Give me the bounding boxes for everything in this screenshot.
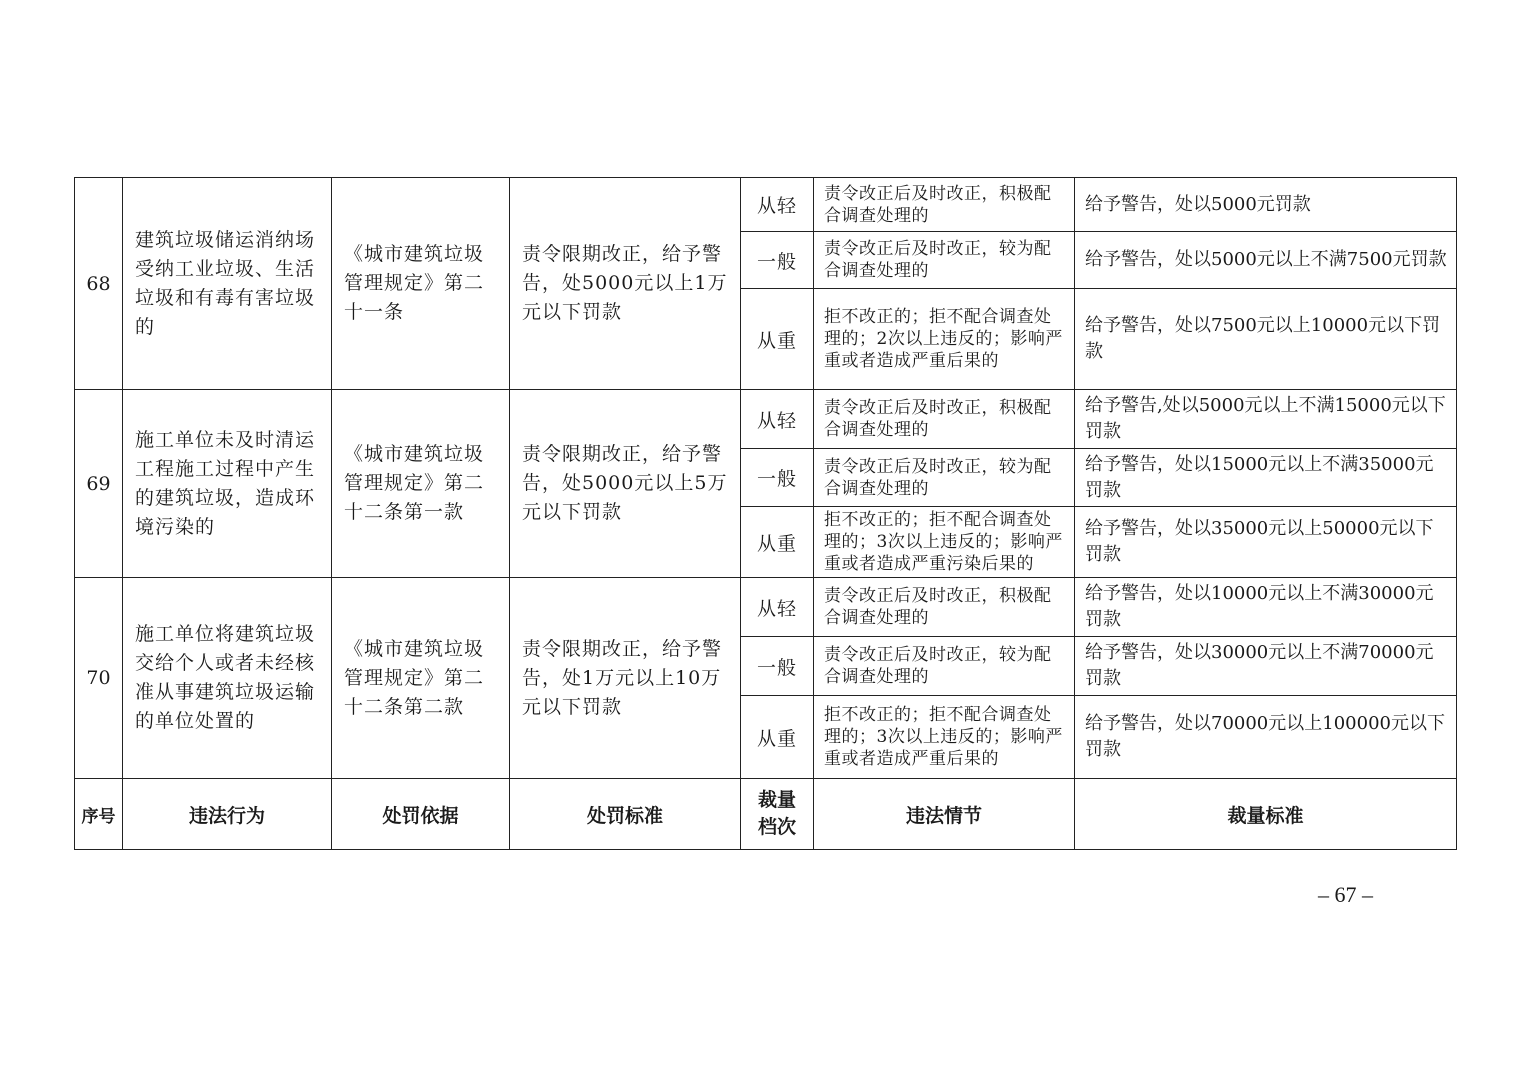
- discretion-light: 给予警告，处以5000元罚款: [1075, 178, 1457, 232]
- header-behavior: 违法行为: [123, 779, 332, 850]
- row-seq: 69: [75, 390, 123, 578]
- row-basis: 《城市建筑垃圾管理规定》第二十二条第二款: [332, 578, 510, 779]
- row-basis: 《城市建筑垃圾管理规定》第二十二条第一款: [332, 390, 510, 578]
- table-row: [75, 390, 1457, 449]
- table-header-row: [75, 779, 1457, 850]
- row-seq: 68: [75, 178, 123, 390]
- level-heavy: 从重: [741, 507, 814, 578]
- table-row: [75, 178, 1457, 232]
- row-behavior: 建筑垃圾储运消纳场受纳工业垃圾、生活垃圾和有毒有害垃圾的: [123, 178, 332, 390]
- level-light: 从轻: [741, 578, 814, 637]
- circumstance-normal: 责令改正后及时改正，较为配合调查处理的: [814, 637, 1075, 696]
- table-row: [75, 578, 1457, 637]
- level-normal: 一般: [741, 637, 814, 696]
- row-behavior: 施工单位未及时清运工程施工过程中产生的建筑垃圾，造成环境污染的: [123, 390, 332, 578]
- discretion-light: 给予警告,处以5000元以上不满15000元以下罚款: [1075, 390, 1457, 449]
- header-standard: 处罚标准: [510, 779, 741, 850]
- circumstance-heavy: 拒不改正的；拒不配合调查处理的；2次以上违反的；影响严重或者造成严重后果的: [814, 289, 1075, 390]
- page-number: – 67 –: [1318, 882, 1373, 907]
- level-light: 从轻: [741, 390, 814, 449]
- circumstance-normal: 责令改正后及时改正，较为配合调查处理的: [814, 449, 1075, 507]
- header-circumstance: 违法情节: [814, 779, 1075, 850]
- row-standard: 责令限期改正，给予警告，处5000元以上1万元以下罚款: [510, 178, 741, 390]
- row-behavior: 施工单位将建筑垃圾交给个人或者未经核准从事建筑垃圾运输的单位处置的: [123, 578, 332, 779]
- header-level-line2: 档次: [757, 816, 796, 838]
- level-normal: 一般: [741, 449, 814, 507]
- row-seq: 70: [75, 578, 123, 779]
- penalty-table: [74, 177, 1457, 850]
- header-discretion: 裁量标准: [1075, 779, 1457, 850]
- circumstance-heavy: 拒不改正的；拒不配合调查处理的；3次以上违反的；影响严重或者造成严重污染后果的: [814, 507, 1075, 578]
- row-standard: 责令限期改正，给予警告，处5000元以上5万元以下罚款: [510, 390, 741, 578]
- header-seq: 序号: [75, 779, 123, 850]
- header-level: [741, 779, 814, 850]
- header-level-line1: 裁量: [757, 789, 796, 811]
- circumstance-light: 责令改正后及时改正，积极配合调查处理的: [814, 178, 1075, 232]
- discretion-heavy: 给予警告，处以70000元以上100000元以下罚款: [1075, 696, 1457, 779]
- discretion-normal: 给予警告，处以30000元以上不满70000元罚款: [1075, 637, 1457, 696]
- discretion-heavy: 给予警告，处以35000元以上50000元以下罚款: [1075, 507, 1457, 578]
- level-normal: 一般: [741, 232, 814, 289]
- circumstance-light: 责令改正后及时改正，积极配合调查处理的: [814, 390, 1075, 449]
- row-basis: 《城市建筑垃圾管理规定》第二十一条: [332, 178, 510, 390]
- circumstance-normal: 责令改正后及时改正，较为配合调查处理的: [814, 232, 1075, 289]
- discretion-heavy: 给予警告，处以7500元以上10000元以下罚款: [1075, 289, 1457, 390]
- row-standard: 责令限期改正，给予警告，处1万元以上10万元以下罚款: [510, 578, 741, 779]
- discretion-normal: 给予警告，处以15000元以上不满35000元罚款: [1075, 449, 1457, 507]
- circumstance-heavy: 拒不改正的；拒不配合调查处理的；3次以上违反的；影响严重或者造成严重后果的: [814, 696, 1075, 779]
- level-light: 从轻: [741, 178, 814, 232]
- discretion-normal: 给予警告，处以5000元以上不满7500元罚款: [1075, 232, 1457, 289]
- header-basis: 处罚依据: [332, 779, 510, 850]
- level-heavy: 从重: [741, 696, 814, 779]
- discretion-light: 给予警告，处以10000元以上不满30000元罚款: [1075, 578, 1457, 637]
- level-heavy: 从重: [741, 289, 814, 390]
- circumstance-light: 责令改正后及时改正，积极配合调查处理的: [814, 578, 1075, 637]
